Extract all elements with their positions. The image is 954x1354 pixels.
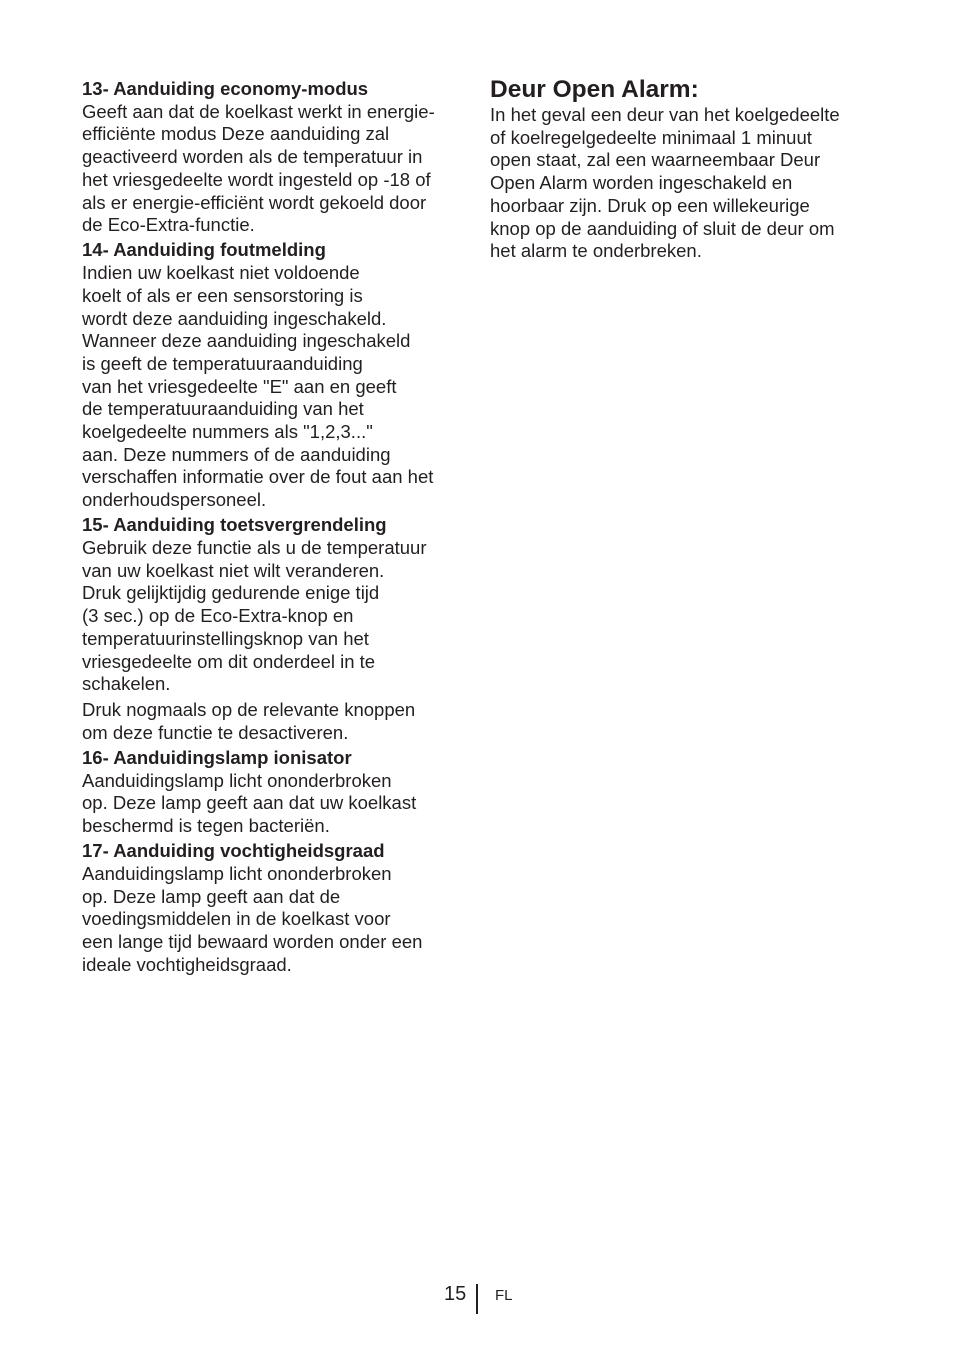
section-title: 17- Aanduiding vochtigheidsgraad [82, 840, 385, 862]
section-title: 15- Aanduiding toetsvergrendeling [82, 514, 387, 536]
page-number: 15 [444, 1283, 467, 1305]
right-column [490, 76, 880, 265]
footer-divider [476, 1284, 478, 1314]
section-body-secondary: Druk nogmaals op de relevante knoppen om deze functie te desactiveren. [82, 698, 416, 743]
section-body: Aanduidingslamp licht ononderbroken op. Deze lamp geeft aan dat de voedingsmiddelen in de koelkast voor een lange tijd bewaard worden onder een ideale vochtigheidsgraad. [82, 862, 423, 975]
section-error-indicator [82, 239, 472, 511]
left-column [82, 78, 472, 979]
section-title: 16- Aanduidingslamp ionisator [82, 746, 352, 768]
door-alarm-heading: Deur Open Alarm: [490, 76, 699, 103]
page-footer [0, 1280, 954, 1316]
section-title: 14- Aanduiding foutmelding [82, 239, 326, 261]
section-body: Geeft aan dat de koelkast werkt in energie- efficiënte modus Deze aanduiding zal geactiveerd worden als de temperatuur in het vriesgedeelte wordt ingesteld op -18 of als er energie-efficiënt wordt gekoeld door de Eco-Extra-functie. [82, 100, 435, 236]
door-alarm-body: In het geval een deur van het koelgedeelte of koelregelgedeelte minimaal 1 minuut open staat, zal een waarneembaar Deur Open Alarm worden ingeschakeld en hoorbaar zijn. Druk op een willekeurige knop op de aanduiding of sluit de deur om het alarm te onderbreken. [490, 104, 840, 262]
section-humidity [82, 840, 472, 976]
section-body: Aanduidingslamp licht ononderbroken op. Deze lamp geeft aan dat uw koelkast beschermd is tegen bacteriën. [82, 769, 417, 836]
section-body: Indien uw koelkast niet voldoende koelt of als er een sensorstoring is wordt deze aanduiding ingeschakeld. Wanneer deze aanduiding ingeschakeld is geeft de temperatuuraanduiding van het vriesgedeelte "E" aan en geeft de temperatuuraanduiding van het koelgedeelte nummers als "1,2,3..." aan. Deze nummers of de aanduiding verschaffen informatie over de fout aan het onderhoudspersoneel. [82, 262, 434, 511]
section-ionizer-lamp [82, 747, 472, 838]
language-code: FL [495, 1287, 513, 1304]
section-economy-mode [82, 78, 472, 237]
section-body: Gebruik deze functie als u de temperatuur van uw koelkast niet wilt veranderen. Druk gelijktijdig gedurende enige tijd (3 sec.) op de Eco-Extra-knop en temperatuurinstellingsknop van het vriesgedeelte om dit onderdeel in te schakelen. [82, 537, 427, 695]
section-key-lock [82, 514, 472, 744]
section-title: 13- Aanduiding economy-modus [82, 78, 369, 99]
